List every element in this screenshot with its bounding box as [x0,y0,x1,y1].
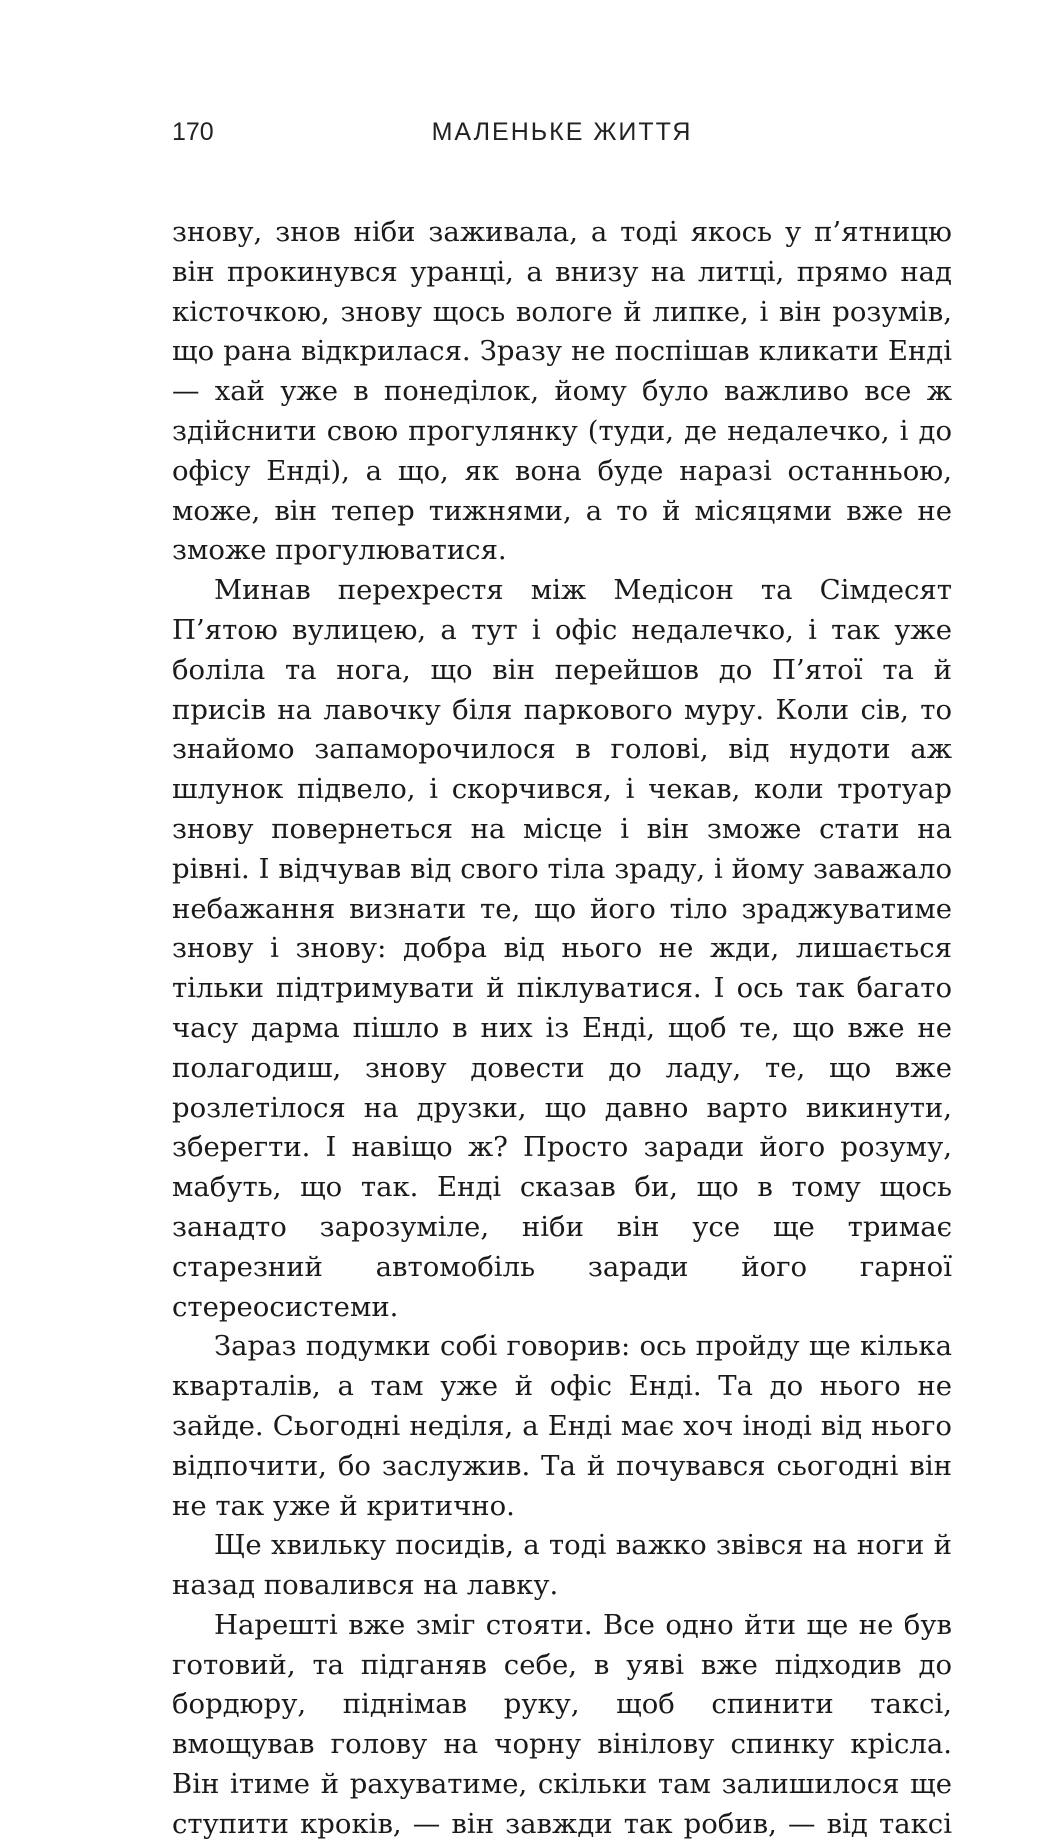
running-header [172,118,952,154]
paragraph: Нарешті вже зміг стояти. Все одно йти ще не був готовий, та підганяв себе, в уяві вже підходив до бордюру, піднімав руку, щоб спинити таксі, вмощував голову на чорну вінілову спинку крісла. Він ітиме й рахуватиме, скільки там залишилося ще ступити кроків, — він завжди так робив, — від таксі [172,1608,952,1840]
paragraph: Минав перехрестя між Медісон та Сімдесят П’ятою вулицею, а тут і офіс недалечко, і так уже боліла та нога, що він перейшов до П’ятої та й присів на лавочку біля паркового муру. Коли сів, то знайомо запаморочилося в голові, від нудоти аж шлунок підвело, і скорчився, і чекав, коли тротуар знову повернеться на місце і він зможе стати на рівні. І відчував від свого тіла зраду, і йому заважало небажання визнати те, що його тіло зраджуватиме знову і знову: добра від нього не жди, лишається тільки підтримувати й піклуватися. І ось так багато часу дарма пішло в них із Енді, щоб те, що вже не полагодиш, знову довести до ладу, те, що вже розлетілося на друзки, що давно варто викинути, зберегти. І навіщо ж? Просто заради його розуму, мабуть, що так. Енді сказав би, що в тому щось занадто зарозуміле, ніби він усе ще тримає старезний автомобіль заради його гарної стереосистеми. [172,574,952,1323]
paragraph: Зараз подумки собі говорив: ось пройду ще кілька кварталів, а там уже й офіс Енді. Та до нього не зайде. Сьогодні неділя, а Енді має хоч іноді від нього відпочити, бо заслужив. Та й почувався сьогодні він не так уже й критично. [172,1330,952,1522]
paragraph: знову, знов ніби заживала, а тоді якось у п’ятницю він прокинувся уранці, а внизу на литці, прямо над кісточкою, знову щось вологе й липке, і він розумів, що рана відкрилася. Зразу не поспішав кликати Енді — хай уже в понеділок, йому було важливо все ж здійснити свою прогулянку (туди, де недалечко, і до офісу Енді), а що, як вона буде наразі останньою, може, він тепер тижнями, а то й місяцями вже не зможе прогулюватися. [172,216,952,567]
paragraph: Ще хвильку посидів, а тоді важко звівся на ноги й назад повалився на лавку. [172,1529,952,1602]
book-title: МАЛЕНЬКЕ ЖИТТЯ [431,118,693,146]
body-text [172,213,952,1845]
page-number: 170 [172,118,214,146]
